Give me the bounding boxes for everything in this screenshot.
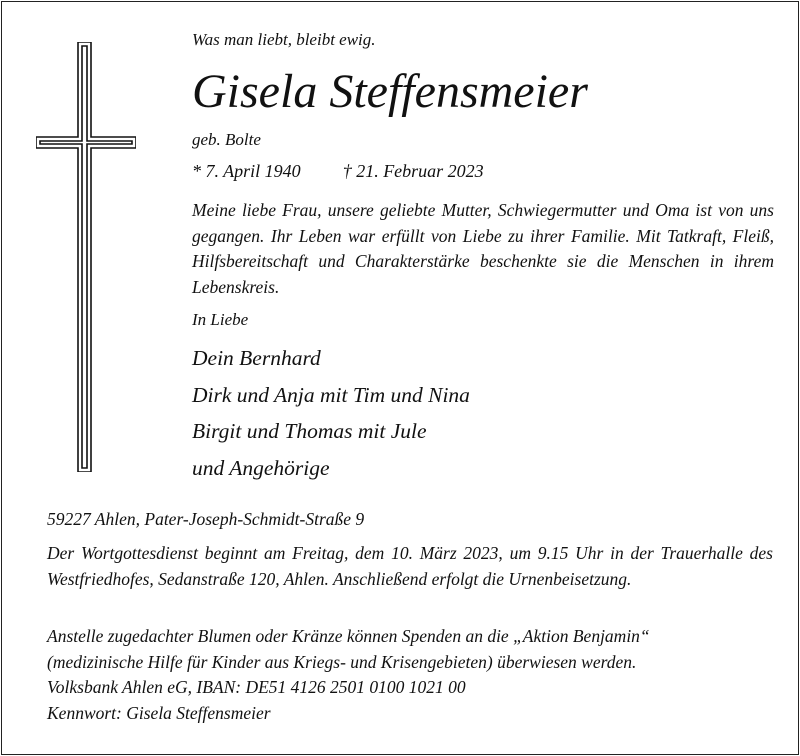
family-member: Dein Bernhard [192,346,321,370]
mourning-address: 59227 Ahlen, Pater-Joseph-Schmidt-Straße 9 [47,509,365,529]
donation-keyword: Kennwort: Gisela Steffensmeier [47,702,271,723]
donation-info [47,624,773,726]
family-member: und Angehörige [192,455,330,480]
service-info: Der Wortgottesdienst beginnt am Freitag, dem 10. März 2023, um 9.15 Uhr in der Trauerhalle des Westfriedhofes, Sedanstraße 120, Ahlen. Anschließend erfolgt die Urnenbeisetzung. [47,543,773,589]
in-love-label: In Liebe [192,310,249,329]
family-member: Dirk und Anja mit Tim und Nina [192,382,470,407]
family-member: Birgit und Thomas mit Jule [192,419,427,443]
birth-date: * 7. April 1940 [192,161,301,181]
death-date: † 21. Februar 2023 [342,161,484,181]
life-dates [192,161,484,182]
donation-line: Anstelle zugedachter Blumen oder Kränze können Spenden an die „Aktion Benjamin“ [47,626,650,646]
maiden-name: geb. Bolte [192,130,261,149]
obituary-text: Meine liebe Frau, unsere geliebte Mutter, Schwiegermutter und Oma ist von uns gegangen. Ihr Leben war erfüllt von Liebe zu ihrer Familie. Mit Tatkraft, Fleiß, Hilfsbereitschaft und Charakterstärke beschenkte sie die Menschen in ihrem Lebenskreis. [192,200,774,297]
donation-line: (medizinische Hilfe für Kinder aus Kriegs- und Krisengebieten) überwiesen werden. [47,651,637,672]
deceased-name: Gisela Steffensmeier [192,65,588,118]
bank-details: Volksbank Ahlen eG, IBAN: DE51 4126 2501 0100 1021 00 [47,677,466,697]
outline-cross-icon [36,42,136,472]
motto: Was man liebt, bleibt ewig. [192,30,376,49]
family-list [192,340,470,486]
